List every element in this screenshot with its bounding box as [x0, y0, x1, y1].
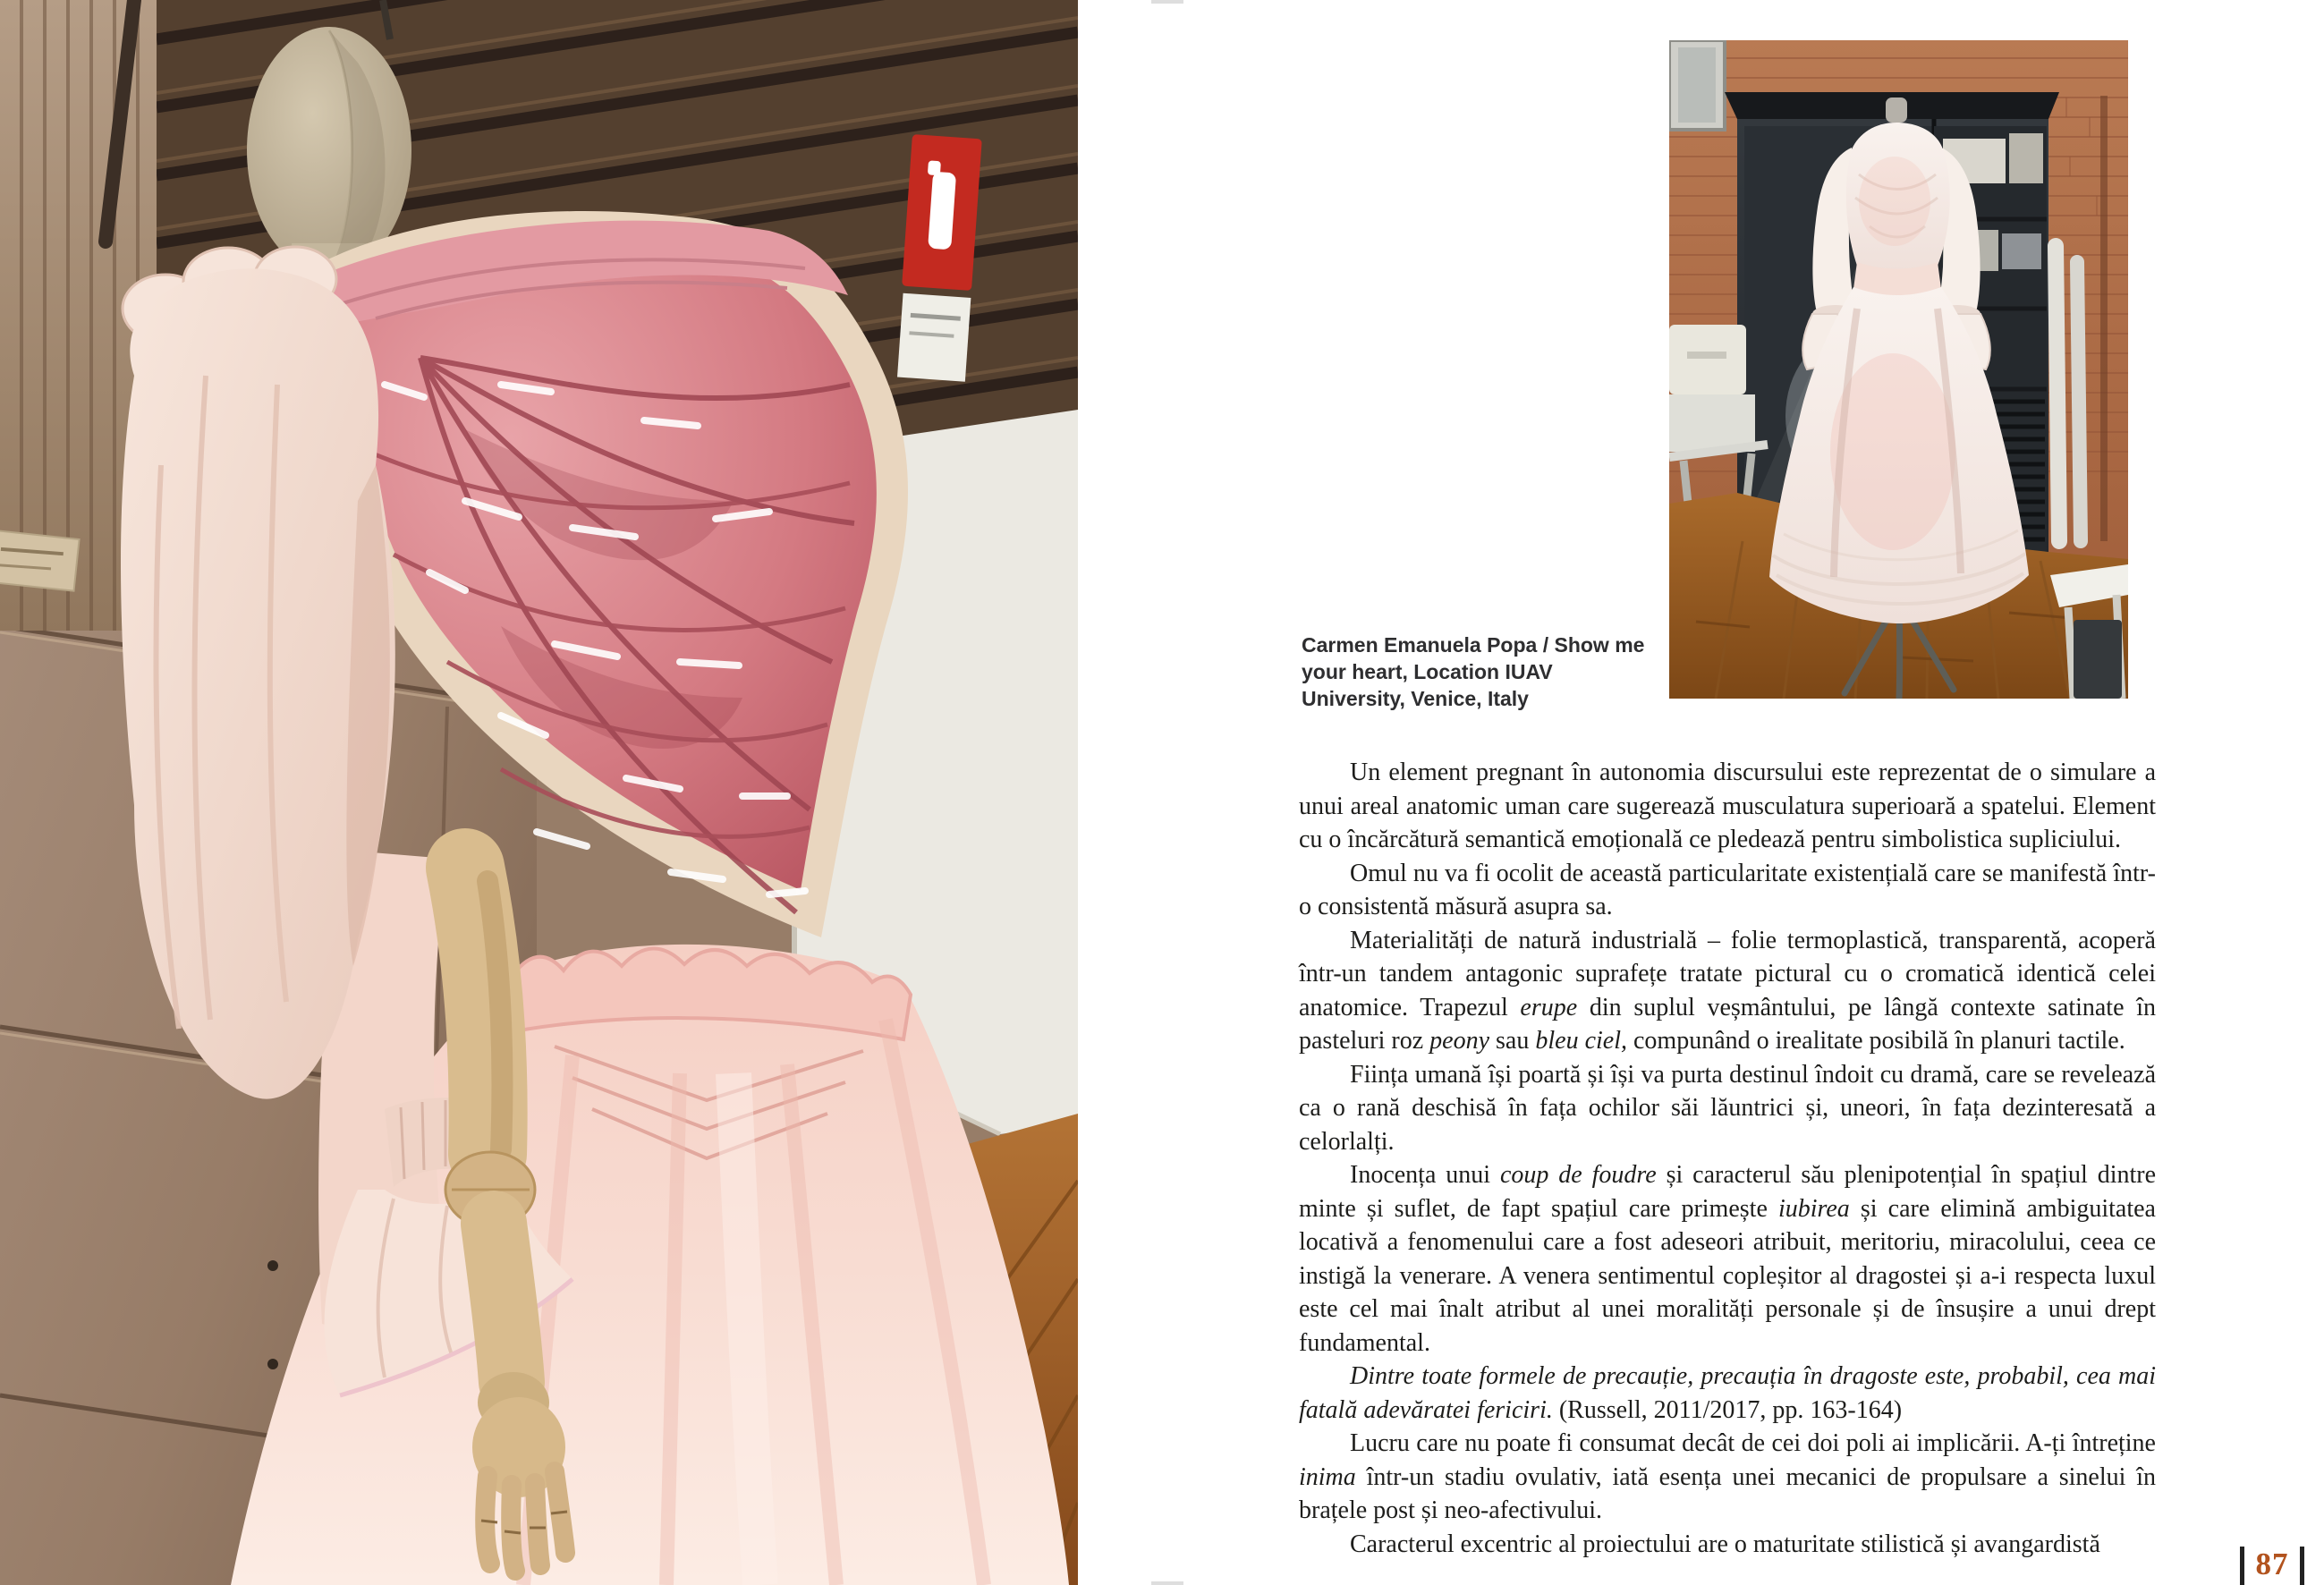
paper-tag: [0, 530, 80, 591]
gutter-mark-top: [1151, 0, 1183, 4]
paragraph: [1299, 1158, 2156, 1360]
text-run-italic: iubirea: [1777, 1194, 1850, 1223]
text-run: și care elimină ambiguitatea locativă a fenomenului care a fost adeseori atribuit, meritoriu, miracolului, ceea ce instigă la venerare. A venera sentimentul copleșitor al dragostei și a-i respecta luxul este cel mai înalt atribut al unei moralități personale și de însușire a unui drept fundamental.: [1299, 1194, 2156, 1357]
text-run-italic: peony: [1429, 1027, 1490, 1055]
text-run: Inocența unui: [1350, 1161, 1500, 1189]
text-run: (Russell, 2011/2017, pp. 163-164): [1552, 1395, 1903, 1424]
text-run: Caracterul excentric al proiectului are o maturitate stilistică și avangardistă: [1350, 1530, 2100, 1558]
paragraph: [1299, 857, 2156, 924]
studio-photo: [1669, 40, 2128, 699]
text-run: și caracterul său plenipotențial în spațiul dintre minte și suflet, de fapt spațiul care primește: [1299, 1161, 2157, 1223]
text-run-italic: erupe: [1520, 993, 1578, 1021]
page-number: 87: [2255, 1547, 2289, 1581]
paragraph: [1299, 1360, 2156, 1427]
paragraph: [1299, 1058, 2156, 1159]
left-page-photo: [0, 0, 1078, 1585]
text-run-italic: bleu ciel,: [1535, 1027, 1627, 1055]
text-run: Un element pregnant în autonomia discursului este reprezentat de o simulare a unui areal anatomic uman care sugerează musculatura superioară a spatelui. Element cu o încărcătură semantică emoțională ce pledează pentru simbolistica supliciului.: [1299, 759, 2156, 853]
text-run: Materialități de natură industrială – folie termoplastică, transparentă, acoperă într-un tandem antagonic suprafețe tratate pictural cu o cromatică identică celei anatomice. Trapezul: [1299, 926, 2156, 1021]
text-run-italic: Dintre toate formele de precauție, precauția în dragoste este, probabil, cea mai fatală adevăratei fericiri.: [1299, 1362, 2156, 1424]
paragraph: [1299, 1427, 2156, 1528]
waste-bin: [2074, 620, 2122, 699]
page-number-footer: [2240, 1547, 2304, 1585]
text-run: compunând o irealitate posibilă în planuri tactile.: [1626, 1027, 2125, 1055]
paragraph: [1299, 924, 2156, 1058]
text-run: Lucru care nu poate fi consumat decât de cei doi poli ai implicării. A-ți întreține: [1350, 1429, 2156, 1457]
photo-caption: Carmen Emanuela Popa / Show me your heart, Location IUAV University, Venice, Italy: [1302, 633, 1645, 710]
gutter-mark-bottom: [1151, 1581, 1183, 1585]
text-run-italic: inima: [1299, 1462, 1356, 1491]
body-text: [1299, 756, 2156, 1561]
text-run: Ființa umană își poartă și își va purta destinul îndoit cu dramă, care se revelează ca o rană deschisă în fața ochilor săi lăuntrici și, uneori, în fața dezinteresată a celorlalți.: [1299, 1060, 2156, 1156]
text-run-italic: coup de foudre: [1499, 1161, 1657, 1189]
text-run: într-un stadiu ovulativ, iată esența unei mecanici de propulsare a sinelui în brațele post și neo-afectivului.: [1299, 1462, 2156, 1524]
paragraph: [1299, 1528, 2156, 1562]
text-run: Omul nu va fi ocolit de această particularitate existențială care se manifestă într-o consistentă măsură asupra sa.: [1299, 859, 2156, 920]
mannequin-neck: [1886, 97, 1907, 123]
footer-bar-right: [2300, 1547, 2304, 1585]
text-run: din suplul veșmântului, pe lângă contexte satinate în pasteluri roz: [1299, 993, 2156, 1055]
paragraph: [1299, 756, 2156, 857]
text-run: sau: [1489, 1027, 1536, 1055]
